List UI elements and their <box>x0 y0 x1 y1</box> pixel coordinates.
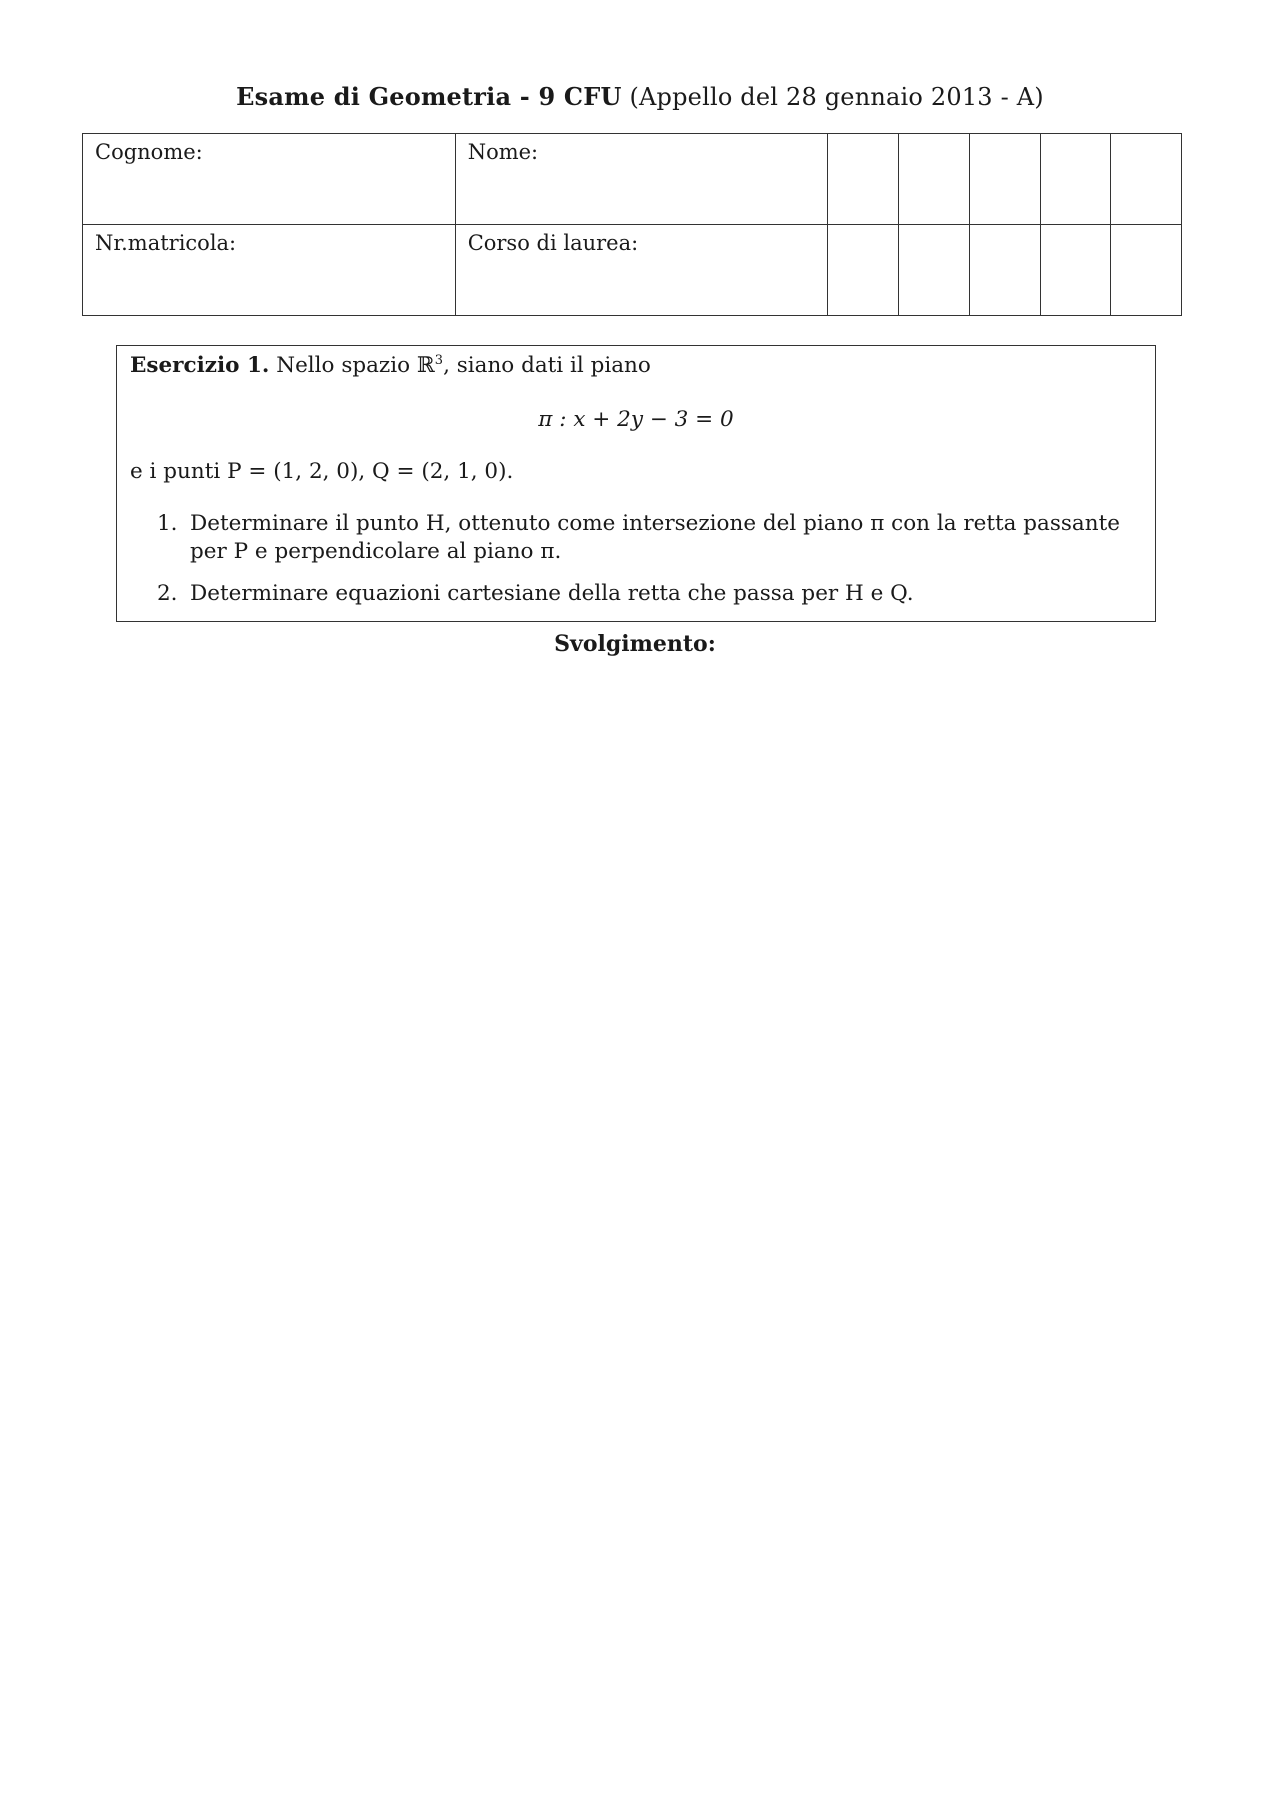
matricola-label: Nr.matricola: <box>95 231 237 255</box>
points-definition: e i punti P = (1, 2, 0), Q = (2, 1, 0). <box>130 459 514 484</box>
exercise-intro <box>130 352 651 380</box>
task-number: 2. <box>157 580 178 606</box>
list-item <box>157 580 1153 608</box>
info-row-1 <box>83 134 1182 225</box>
corso-label: Corso di laurea: <box>467 231 639 255</box>
corso-cell[interactable] <box>455 225 828 316</box>
exam-title-main: Esame di Geometria - 9 CFU <box>236 82 622 111</box>
student-info-table <box>82 133 1182 316</box>
intro-before: Nello spazio ℝ <box>276 353 435 378</box>
score-box <box>1040 225 1111 316</box>
exercise-label: Esercizio 1. <box>130 353 270 378</box>
score-box <box>828 134 899 225</box>
task-text: Determinare equazioni cartesiane della retta che passa per H e Q. <box>190 580 914 606</box>
score-box <box>969 225 1040 316</box>
list-item <box>157 510 1153 566</box>
nome-label: Nome: <box>467 140 539 164</box>
exam-title <box>0 82 1280 111</box>
score-box <box>828 225 899 316</box>
score-box <box>1111 134 1182 225</box>
score-box <box>1040 134 1111 225</box>
exercise-task-list <box>157 510 1153 622</box>
intro-superscript: 3 <box>434 352 444 368</box>
exercise-intro-text <box>276 353 651 378</box>
exam-title-session: (Appello del 28 gennaio 2013 - A) <box>629 83 1044 111</box>
score-box <box>899 134 970 225</box>
task-text: Determinare il punto H, ottenuto come intersezione del piano π con la retta passante per P e perpendicolare al piano π. <box>190 511 1120 564</box>
plane-equation: π : x + 2y − 3 = 0 <box>538 407 734 432</box>
score-box <box>1111 225 1182 316</box>
intro-after: , siano dati il piano <box>443 353 651 378</box>
solution-heading: Svolgimento: <box>554 631 716 657</box>
cognome-cell[interactable] <box>83 134 456 225</box>
score-box <box>969 134 1040 225</box>
cognome-label: Cognome: <box>95 140 203 164</box>
exercise-box <box>116 345 1156 622</box>
task-number: 1. <box>157 511 178 536</box>
nome-cell[interactable] <box>455 134 828 225</box>
matricola-cell[interactable] <box>83 225 456 316</box>
info-row-2 <box>83 225 1182 316</box>
score-box <box>899 225 970 316</box>
